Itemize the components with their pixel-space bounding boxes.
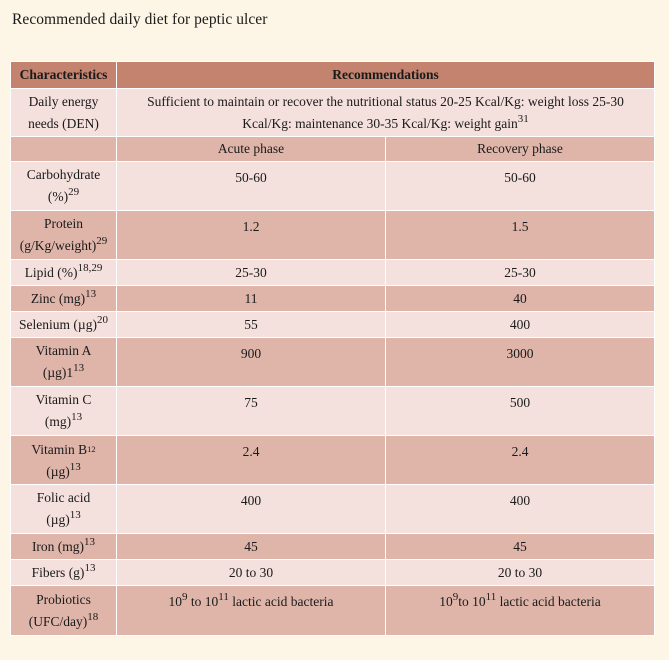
phase-empty [11, 137, 117, 162]
row-ref: 13 [69, 509, 81, 521]
recovery-value: 20 to 30 [386, 560, 655, 586]
row-label-line1: Vitamin C [35, 392, 92, 407]
probiotics-label-line1: Probiotics [36, 591, 91, 607]
table-row [11, 162, 655, 211]
table-caption: Recommended daily diet for peptic ulcer [12, 11, 268, 28]
row-ref: 13 [73, 362, 85, 374]
row-label-line1: Vitamin B [31, 441, 88, 457]
row-label [11, 312, 117, 338]
row-label [11, 338, 117, 387]
den-text-line1: Sufficient to maintain or recover the nutritional status 20-25 Kcal/Kg: weight loss 25-30 [147, 93, 624, 109]
row-label-line2: (g/Kg/weight) [19, 238, 97, 253]
den-text [117, 89, 655, 137]
table-row [11, 485, 655, 534]
probiotics-exp-high: 11 [485, 591, 497, 603]
row-label-line1: Fibers (g) [31, 564, 85, 580]
den-label-line2: needs (DEN) [28, 115, 99, 131]
row-label-line1: Carbohydrate [26, 167, 101, 182]
recovery-value: 400 [386, 485, 655, 534]
row-label-line1: Folic acid [36, 490, 91, 505]
row-label-line1: Zinc (mg) [30, 290, 86, 306]
recovery-value: 500 [386, 387, 655, 436]
acute-value: 25-30 [117, 260, 386, 286]
row-label-line2: (mg) [44, 414, 72, 429]
table-row [11, 387, 655, 436]
probiotics-base: 10 [204, 594, 219, 609]
header-row [11, 62, 655, 89]
recovery-value: 25-30 [386, 260, 655, 286]
acute-value: 45 [117, 534, 386, 560]
table-row [11, 436, 655, 485]
header-recommendations: Recommendations [117, 62, 655, 89]
acute-value: 75 [117, 387, 386, 436]
acute-value: 400 [117, 485, 386, 534]
table-row [11, 338, 655, 387]
acute-value: 2.4 [117, 436, 386, 485]
row-ref: 13 [84, 561, 96, 574]
acute-value: 50-60 [117, 162, 386, 211]
recovery-value: 400 [386, 312, 655, 338]
probiotics-to: to [458, 594, 469, 609]
row-label [11, 436, 117, 485]
probiotics-row [11, 586, 655, 636]
row-label [11, 211, 117, 260]
probiotics-acute [117, 586, 386, 636]
acute-value: 900 [117, 338, 386, 387]
header-characteristics: Characteristics [11, 62, 117, 89]
probiotics-exp-low: 9 [452, 591, 459, 603]
row-ref: 13 [71, 411, 83, 423]
table-row [11, 211, 655, 260]
recovery-value: 3000 [386, 338, 655, 387]
probiotics-tail: lactic acid bacteria [232, 594, 334, 609]
row-label-line1: Vitamin A [35, 343, 92, 358]
row-label [11, 534, 117, 560]
probiotics-label-line2: (UFC/day) [28, 613, 88, 629]
row-label-line1: Protein [44, 216, 83, 231]
probiotics-ref: 18 [87, 610, 99, 623]
acute-value: 20 to 30 [117, 560, 386, 586]
probiotics-base: 10 [472, 594, 486, 609]
table-row [11, 312, 655, 338]
recovery-value: 40 [386, 286, 655, 312]
den-ref: 31 [517, 112, 529, 125]
row-label-line1: Iron (mg) [31, 538, 85, 554]
row-label-line2: (µg) [46, 463, 70, 479]
recovery-value: 2.4 [386, 436, 655, 485]
row-ref: 29 [68, 186, 80, 198]
row-label-line2: (%) [47, 189, 69, 204]
table-row [11, 286, 655, 312]
row-label [11, 162, 117, 211]
row-label-line2: (µg) [46, 512, 70, 527]
probiotics-exp-high: 11 [218, 591, 229, 603]
recovery-value: 1.5 [386, 211, 655, 260]
probiotics-base: 10 [439, 594, 453, 609]
row-label-line2: (µg)1 [42, 365, 74, 380]
acute-value: 55 [117, 312, 386, 338]
row-ref: 29 [96, 235, 108, 247]
row-label [11, 485, 117, 534]
acute-phase-header: Acute phase [117, 137, 386, 162]
recovery-value: 50-60 [386, 162, 655, 211]
recovery-phase-header: Recovery phase [386, 137, 655, 162]
probiotics-base: 10 [168, 594, 183, 609]
den-text-line2: Kcal/Kg: maintenance 30-35 Kcal/Kg: weight gain [242, 115, 518, 131]
probiotics-tail: lactic acid bacteria [499, 594, 601, 609]
row-label [11, 560, 117, 586]
row-ref: 18,29 [77, 261, 103, 274]
probiotics-recovery [386, 586, 655, 636]
probiotics-exp-low: 9 [182, 591, 188, 603]
probiotics-to: to [190, 594, 202, 609]
row-label-small: 12 [87, 443, 96, 454]
row-label [11, 260, 117, 286]
diet-table [10, 61, 655, 636]
table-row [11, 534, 655, 560]
row-ref: 20 [96, 313, 108, 326]
probiotics-label [11, 586, 117, 636]
recovery-value: 45 [386, 534, 655, 560]
row-label [11, 286, 117, 312]
row-ref: 13 [84, 535, 96, 548]
table-row [11, 260, 655, 286]
acute-value: 1.2 [117, 211, 386, 260]
row-label-line1: Lipid (%) [24, 264, 78, 280]
row-label [11, 387, 117, 436]
den-label [11, 89, 117, 137]
acute-value: 11 [117, 286, 386, 312]
row-label-line1: Selenium (µg) [19, 316, 97, 332]
den-label-line1: Daily energy [28, 93, 99, 109]
table-row [11, 560, 655, 586]
phase-row [11, 137, 655, 162]
row-ref: 13 [69, 460, 81, 473]
den-row [11, 89, 655, 137]
row-ref: 13 [85, 287, 97, 300]
